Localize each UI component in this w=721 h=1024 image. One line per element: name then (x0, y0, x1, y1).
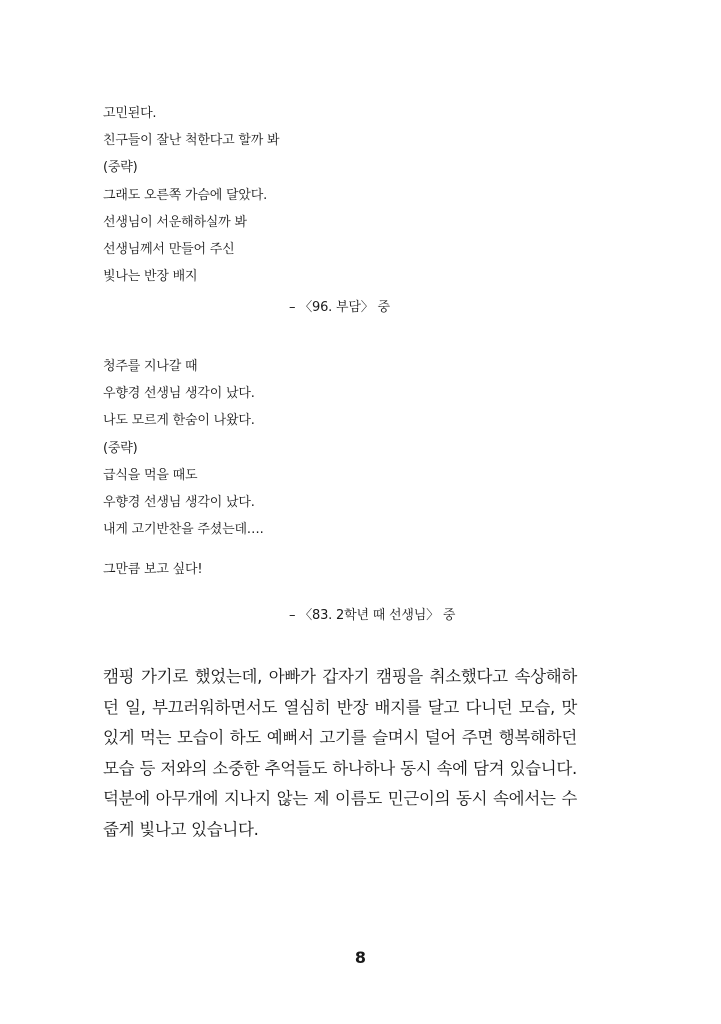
poem-line: 그만큼 보고 싶다! (103, 562, 203, 578)
poem-line: 우향경 선생님 생각이 났다. (103, 494, 255, 510)
poem-line: 고민된다. (103, 106, 157, 121)
poem-excerpt-1 (103, 106, 603, 296)
poem-line: (중략) (103, 160, 138, 176)
page-number: 8 (354, 948, 367, 967)
poem-line: 친구들이 잘난 척한다고 할까 봐 (103, 133, 280, 149)
poem-caption-1: – 〈96. 부담〉 중 (289, 300, 390, 315)
poem-line: 그래도 오른쪽 가슴에 달았다. (103, 187, 268, 203)
poem-excerpt-2 (103, 359, 603, 589)
poem-line: 빛나는 반장 배지 (103, 269, 198, 285)
poem-line: 우향경 선생님 생각이 났다. (103, 386, 255, 402)
poem-line: 청주를 지나갈 때 (103, 359, 198, 374)
poem-line: 선생님이 서운해하실까 봐 (103, 214, 247, 230)
poem-line: 내게 고기반찬을 주셨는데…. (103, 522, 264, 538)
poem-line: 나도 모르게 한숨이 나왔다. (103, 413, 255, 429)
poem-line: (중략) (103, 440, 138, 456)
poem-line: 선생님께서 만들어 주신 (103, 241, 235, 257)
poem-caption-2: – 〈83. 2학년 때 선생님〉 중 (289, 608, 456, 623)
body-paragraph: 캠핑 가기로 했었는데, 아빠가 갑자기 캠핑을 취소했다고 속상해하던 일, 부끄러워하면서도 열심히 반장 배지를 달고 다니던 모습, 맛있게 먹는 모습이 하도 예뻐서 고기를 슬며시 덜어 주면 행복해하던 모습 등 저와의 소중한 추억들도 하나하나 동시 속에 담겨 있습니다. 덕분에 아무개에 지나지 않는 제 이름도 민근이의 동시 속에서는 수줍게 빛나고 있습니다. (103, 667, 577, 839)
poem-line: 급식을 먹을 때도 (103, 467, 198, 483)
